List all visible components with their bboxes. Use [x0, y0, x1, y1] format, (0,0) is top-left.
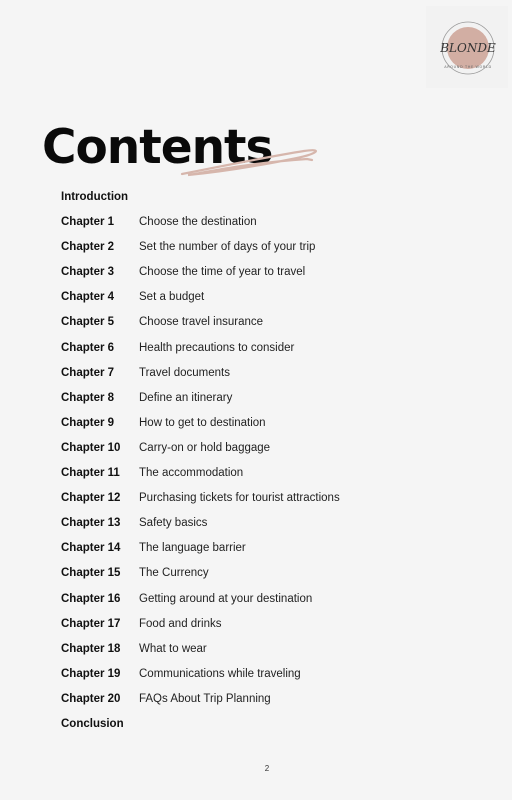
table-of-contents: [61, 189, 481, 741]
toc-entry-label: Introduction: [61, 191, 129, 203]
toc-entry: [61, 289, 481, 314]
toc-entry-title: Choose travel insurance: [139, 316, 264, 329]
toc-entry-label: Chapter 19: [61, 667, 121, 680]
toc-entry: [61, 440, 481, 465]
toc-entry-title: Getting around at your destination: [139, 592, 313, 605]
toc-entry-label: Chapter 15: [61, 567, 121, 580]
logo-subtext: AROUND THE WORLD: [444, 65, 492, 69]
toc-entry: [61, 616, 481, 641]
toc-entry: [61, 691, 481, 716]
toc-entry-label: Chapter 10: [61, 441, 121, 454]
toc-entry-label: Chapter 12: [61, 492, 121, 505]
toc-entry-label: Chapter 3: [61, 266, 115, 279]
page-title: Contents: [42, 120, 273, 175]
brand-logo: [426, 6, 508, 88]
toc-entry-label: Chapter 9: [61, 416, 115, 429]
toc-entry: [61, 641, 481, 666]
toc-entry: [61, 465, 481, 490]
toc-entry-label: Chapter 17: [61, 617, 121, 630]
toc-entry-label: Chapter 20: [61, 692, 121, 705]
toc-entry-title: Define an itinerary: [139, 391, 233, 404]
toc-entry: [61, 591, 481, 616]
toc-entry-label: Chapter 18: [61, 642, 121, 655]
toc-entry-title: The Currency: [139, 567, 209, 580]
toc-entry-label: Chapter 5: [61, 316, 115, 329]
toc-entry-title: Choose the destination: [139, 216, 257, 229]
toc-entry-title: Health precautions to consider: [139, 341, 295, 354]
toc-entry-title: Safety basics: [139, 517, 208, 530]
toc-entry: [61, 515, 481, 540]
toc-entry-title: FAQs About Trip Planning: [139, 692, 271, 705]
toc-entry: [61, 490, 481, 515]
toc-entry-title: Food and drinks: [139, 617, 222, 630]
toc-entry-label: Chapter 11: [61, 467, 120, 480]
toc-entry: [61, 565, 481, 590]
toc-entry-label: Chapter 6: [61, 341, 115, 354]
toc-entry: [61, 716, 481, 741]
toc-entry-label: Chapter 2: [61, 241, 115, 254]
toc-entry: [61, 666, 481, 691]
toc-entry: [61, 264, 481, 289]
toc-entry-title: Communications while traveling: [139, 667, 301, 680]
toc-entry: [61, 390, 481, 415]
toc-entry: [61, 239, 481, 264]
toc-entry-label: Chapter 1: [61, 216, 115, 229]
toc-entry-title: Set the number of days of your trip: [139, 241, 316, 254]
toc-entry: [61, 314, 481, 339]
toc-entry-title: The language barrier: [139, 542, 246, 555]
swoosh-underline-icon: [42, 118, 342, 188]
toc-entry-title: How to get to destination: [139, 416, 266, 429]
toc-entry-label: Chapter 4: [61, 291, 115, 304]
toc-entry-label: Chapter 14: [61, 542, 121, 555]
logo-badge-icon: [426, 6, 508, 88]
toc-entry-title: Travel documents: [139, 366, 230, 379]
toc-entry-title: What to wear: [139, 642, 207, 655]
toc-entry-title: Set a budget: [139, 291, 205, 304]
toc-entry: [61, 189, 481, 214]
page-number: 2: [264, 764, 270, 773]
toc-entry-label: Chapter 7: [61, 366, 115, 379]
toc-entry: [61, 214, 481, 239]
toc-entry-title: Carry-on or hold baggage: [139, 441, 271, 454]
toc-entry-label: Chapter 8: [61, 391, 115, 404]
title-block: [42, 118, 342, 188]
toc-entry-title: Choose the time of year to travel: [139, 266, 306, 279]
toc-entry-label: Chapter 16: [61, 592, 121, 605]
toc-entry-label: Conclusion: [61, 717, 124, 730]
toc-entry: [61, 415, 481, 440]
toc-entry: [61, 365, 481, 390]
logo-text: BLONDE: [440, 41, 496, 55]
toc-entry-title: The accommodation: [139, 467, 244, 480]
toc-entry-title: Purchasing tickets for tourist attractions: [139, 492, 340, 505]
toc-entry: [61, 540, 481, 565]
toc-entry: [61, 340, 481, 365]
toc-entry-label: Chapter 13: [61, 517, 121, 530]
